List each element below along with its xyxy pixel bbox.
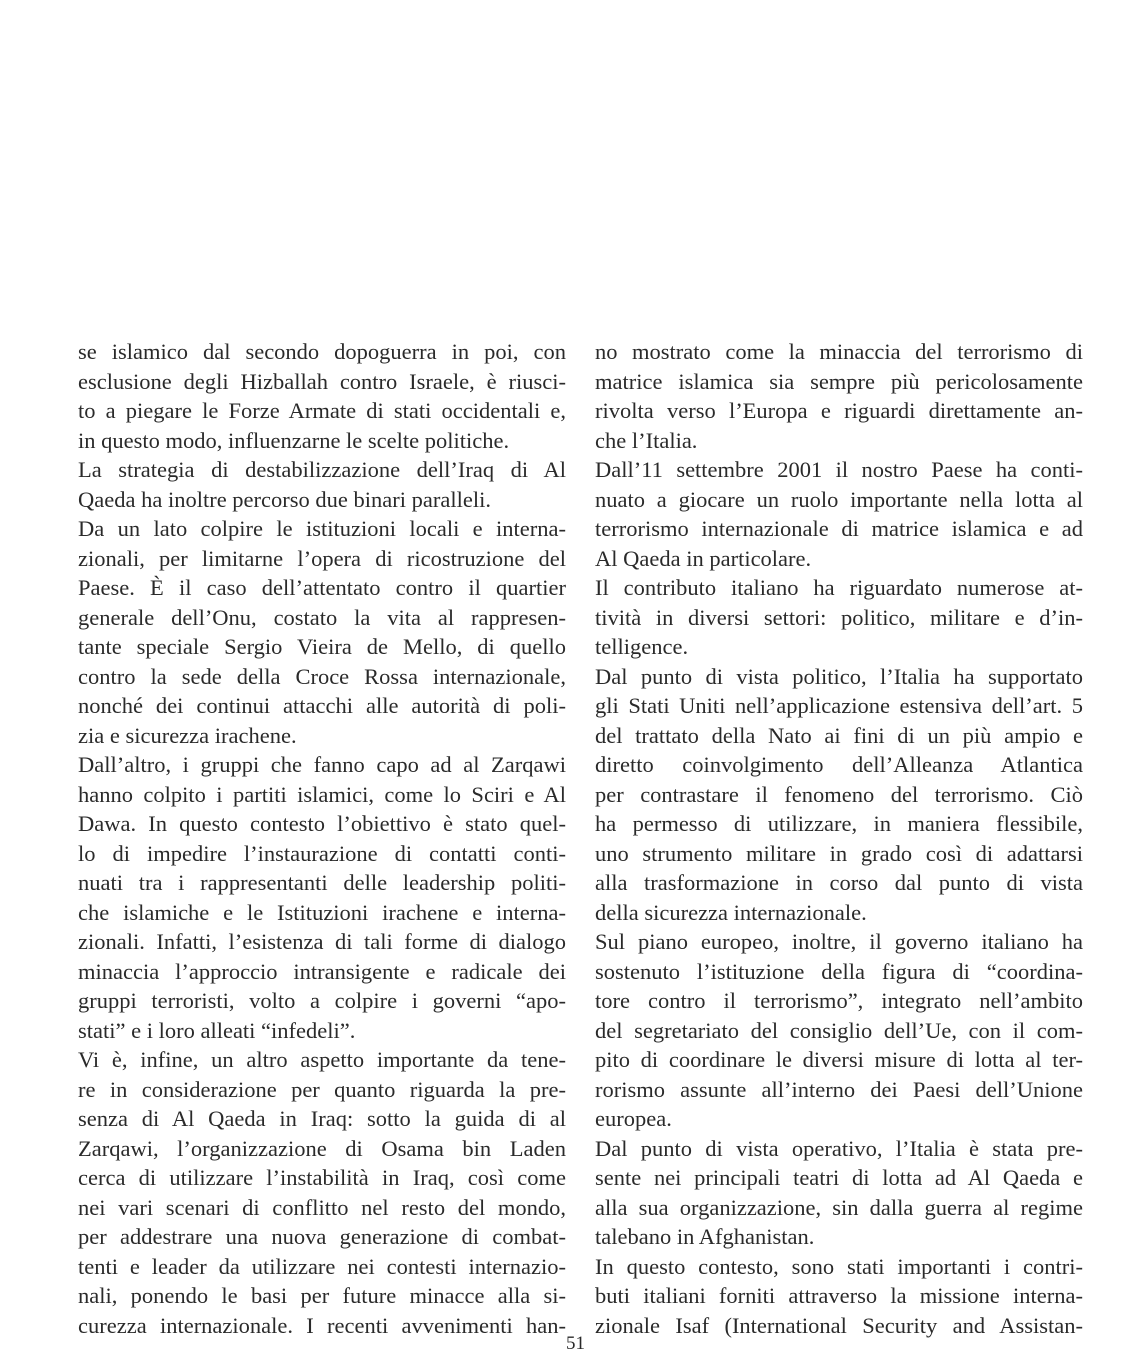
text-line: nuato a giocare un ruolo importante nella lotta al	[595, 486, 1083, 512]
text-line: uno strumento militare in grado così di adattarsi	[595, 840, 1083, 866]
text-line: Dal punto di vista operativo, l’Italia è stata pre-	[595, 1135, 1083, 1161]
text-line: tività in diversi settori: politico, militare e d’in-	[595, 604, 1083, 630]
text-line: rorismo assunte all’interno dei Paesi dell’Unione	[595, 1076, 1083, 1102]
text-line: in questo modo, influenzarne le scelte politiche.	[78, 427, 510, 453]
text-line: Al Qaeda in particolare.	[595, 545, 812, 571]
text-line: Dall’altro, i gruppi che fanno capo ad al Zarqawi	[78, 752, 566, 777]
text-line: minaccia l’approccio intransigente e radicale dei	[78, 958, 566, 984]
text-line: senza di Al Qaeda in Iraq: sotto la guida di al	[78, 1106, 566, 1131]
paragraph	[595, 927, 1083, 1134]
text-line: sente nei principali teatri di lotta ad Al Qaeda e	[595, 1165, 1083, 1190]
text-line: stati” e i loro alleati “infedeli”.	[78, 1017, 356, 1043]
text-line: tore contro il terrorismo”, integrato nell’ambito	[595, 988, 1083, 1013]
text-line: lo di impedire l’instaurazione di contatti conti-	[78, 840, 566, 866]
text-line: contro la sede della Croce Rossa internazionale,	[78, 663, 566, 689]
text-line: nuati tra i rappresentanti delle leadership politi-	[78, 870, 566, 895]
text-line: hanno colpito i partiti islamici, come lo Sciri e Al	[78, 781, 566, 807]
text-line: esclusione degli Hizballah contro Israele, è riusci-	[78, 368, 566, 394]
text-line: tenti e leader da utilizzare nei contesti internazio-	[78, 1253, 566, 1279]
left-text-column	[78, 337, 566, 1340]
text-line: della sicurezza internazionale.	[595, 899, 867, 925]
text-line: zia e sicurezza irachene.	[78, 722, 297, 748]
text-line: Dall’11 settembre 2001 il nostro Paese ha conti-	[595, 457, 1083, 482]
text-line: Vi è, infine, un altro aspetto importante da tene-	[78, 1047, 566, 1072]
text-line: europea.	[595, 1106, 672, 1131]
text-line: matrice islamica sia sempre più pericolosamente	[595, 368, 1083, 394]
text-line: gli Stati Uniti nell’applicazione estensiva dell’art. 5	[595, 693, 1083, 718]
text-line: to a piegare le Forze Armate di stati occidentali e,	[78, 398, 566, 423]
text-line: terrorismo internazionale di matrice islamica e ad	[595, 516, 1083, 541]
text-line: Il contributo italiano ha riguardato numerose at-	[595, 575, 1083, 600]
text-line: Da un lato colpire le istituzioni locali e interna-	[78, 516, 566, 541]
paragraph	[78, 337, 566, 455]
text-line: del segretariato del consiglio dell’Ue, con il com-	[595, 1017, 1083, 1043]
paragraph	[78, 750, 566, 1045]
text-line: Dawa. In questo contesto l’obiettivo è stato quel-	[78, 811, 566, 836]
text-line: zionali. Infatti, l’esistenza di tali forme di dialogo	[78, 929, 566, 954]
text-line: nali, ponendo le basi per future minacce alla si-	[78, 1283, 566, 1308]
text-line: che l’Italia.	[595, 427, 698, 453]
text-line: curezza internazionale. I recenti avvenimenti han-	[78, 1312, 566, 1338]
paragraph	[595, 573, 1083, 662]
text-line: Qaeda ha inoltre percorso due binari paralleli.	[78, 486, 491, 512]
text-line: nei vari scenari di conflitto nel resto del mondo,	[78, 1194, 566, 1220]
text-line: re in considerazione per quanto riguarda la pre-	[78, 1076, 566, 1102]
paragraph	[78, 514, 566, 750]
text-line: gruppi terroristi, volto a colpire i governi “apo-	[78, 988, 566, 1013]
text-line: diretto coinvolgimento dell’Alleanza Atlantica	[595, 752, 1083, 777]
text-line: no mostrato come la minaccia del terrorismo di	[595, 339, 1083, 364]
text-line: nonché dei continui attacchi alle autorità di poli-	[78, 693, 566, 718]
text-line: pito di coordinare le diversi misure di lotta al ter-	[595, 1047, 1083, 1072]
text-line: talebano in Afghanistan.	[595, 1224, 815, 1249]
paragraph	[595, 1134, 1083, 1252]
text-line: rivolta verso l’Europa e riguardi direttamente an-	[595, 398, 1083, 423]
text-line: zionale Isaf (International Security and Assistan-	[595, 1312, 1083, 1338]
text-line: Zarqawi, l’organizzazione di Osama bin Laden	[78, 1135, 566, 1161]
text-line: zionali, per limitarne l’opera di ricostruzione del	[78, 545, 566, 571]
text-line: telligence.	[595, 634, 689, 659]
text-line: se islamico dal secondo dopoguerra in poi, con	[78, 339, 566, 364]
text-line: Dal punto di vista politico, l’Italia ha supportato	[595, 663, 1083, 689]
text-line: per addestrare una nuova generazione di combat-	[78, 1224, 566, 1249]
text-line: alla sua organizzazione, sin dalla guerra al regime	[595, 1194, 1083, 1220]
text-line: La strategia di destabilizzazione dell’Iraq di Al	[78, 457, 566, 482]
text-line: ha permesso di utilizzare, in maniera flessibile,	[595, 811, 1083, 836]
text-line: cerca di utilizzare l’instabilità in Iraq, così come	[78, 1165, 566, 1190]
paragraph	[78, 455, 566, 514]
text-line: alla trasformazione in corso dal punto di vista	[595, 870, 1083, 895]
right-text-column	[595, 337, 1083, 1340]
page-number: 51	[566, 1333, 585, 1354]
text-line: sostenuto l’istituzione della figura di “coordina-	[595, 958, 1083, 984]
text-line: tante speciale Sergio Vieira de Mello, di quello	[78, 634, 566, 659]
text-line: buti italiani forniti attraverso la missione interna-	[595, 1283, 1083, 1308]
text-line: In questo contesto, sono stati importanti i contri-	[595, 1253, 1083, 1279]
paragraph	[595, 455, 1083, 573]
paragraph	[595, 337, 1083, 455]
text-line: Sul piano europeo, inoltre, il governo italiano ha	[595, 929, 1083, 954]
paragraph	[595, 662, 1083, 928]
text-line: che islamiche e le Istituzioni irachene e interna-	[78, 899, 566, 925]
text-line: generale dell’Onu, costato la vita al rappresen-	[78, 604, 566, 630]
paragraph	[78, 1045, 566, 1340]
text-line: Paese. È il caso dell’attentato contro il quartier	[78, 575, 566, 600]
paragraph	[595, 1252, 1083, 1341]
text-line: per contrastare il fenomeno del terrorismo. Ciò	[595, 781, 1083, 807]
text-line: del trattato della Nato ai fini di un più ampio e	[595, 722, 1083, 748]
